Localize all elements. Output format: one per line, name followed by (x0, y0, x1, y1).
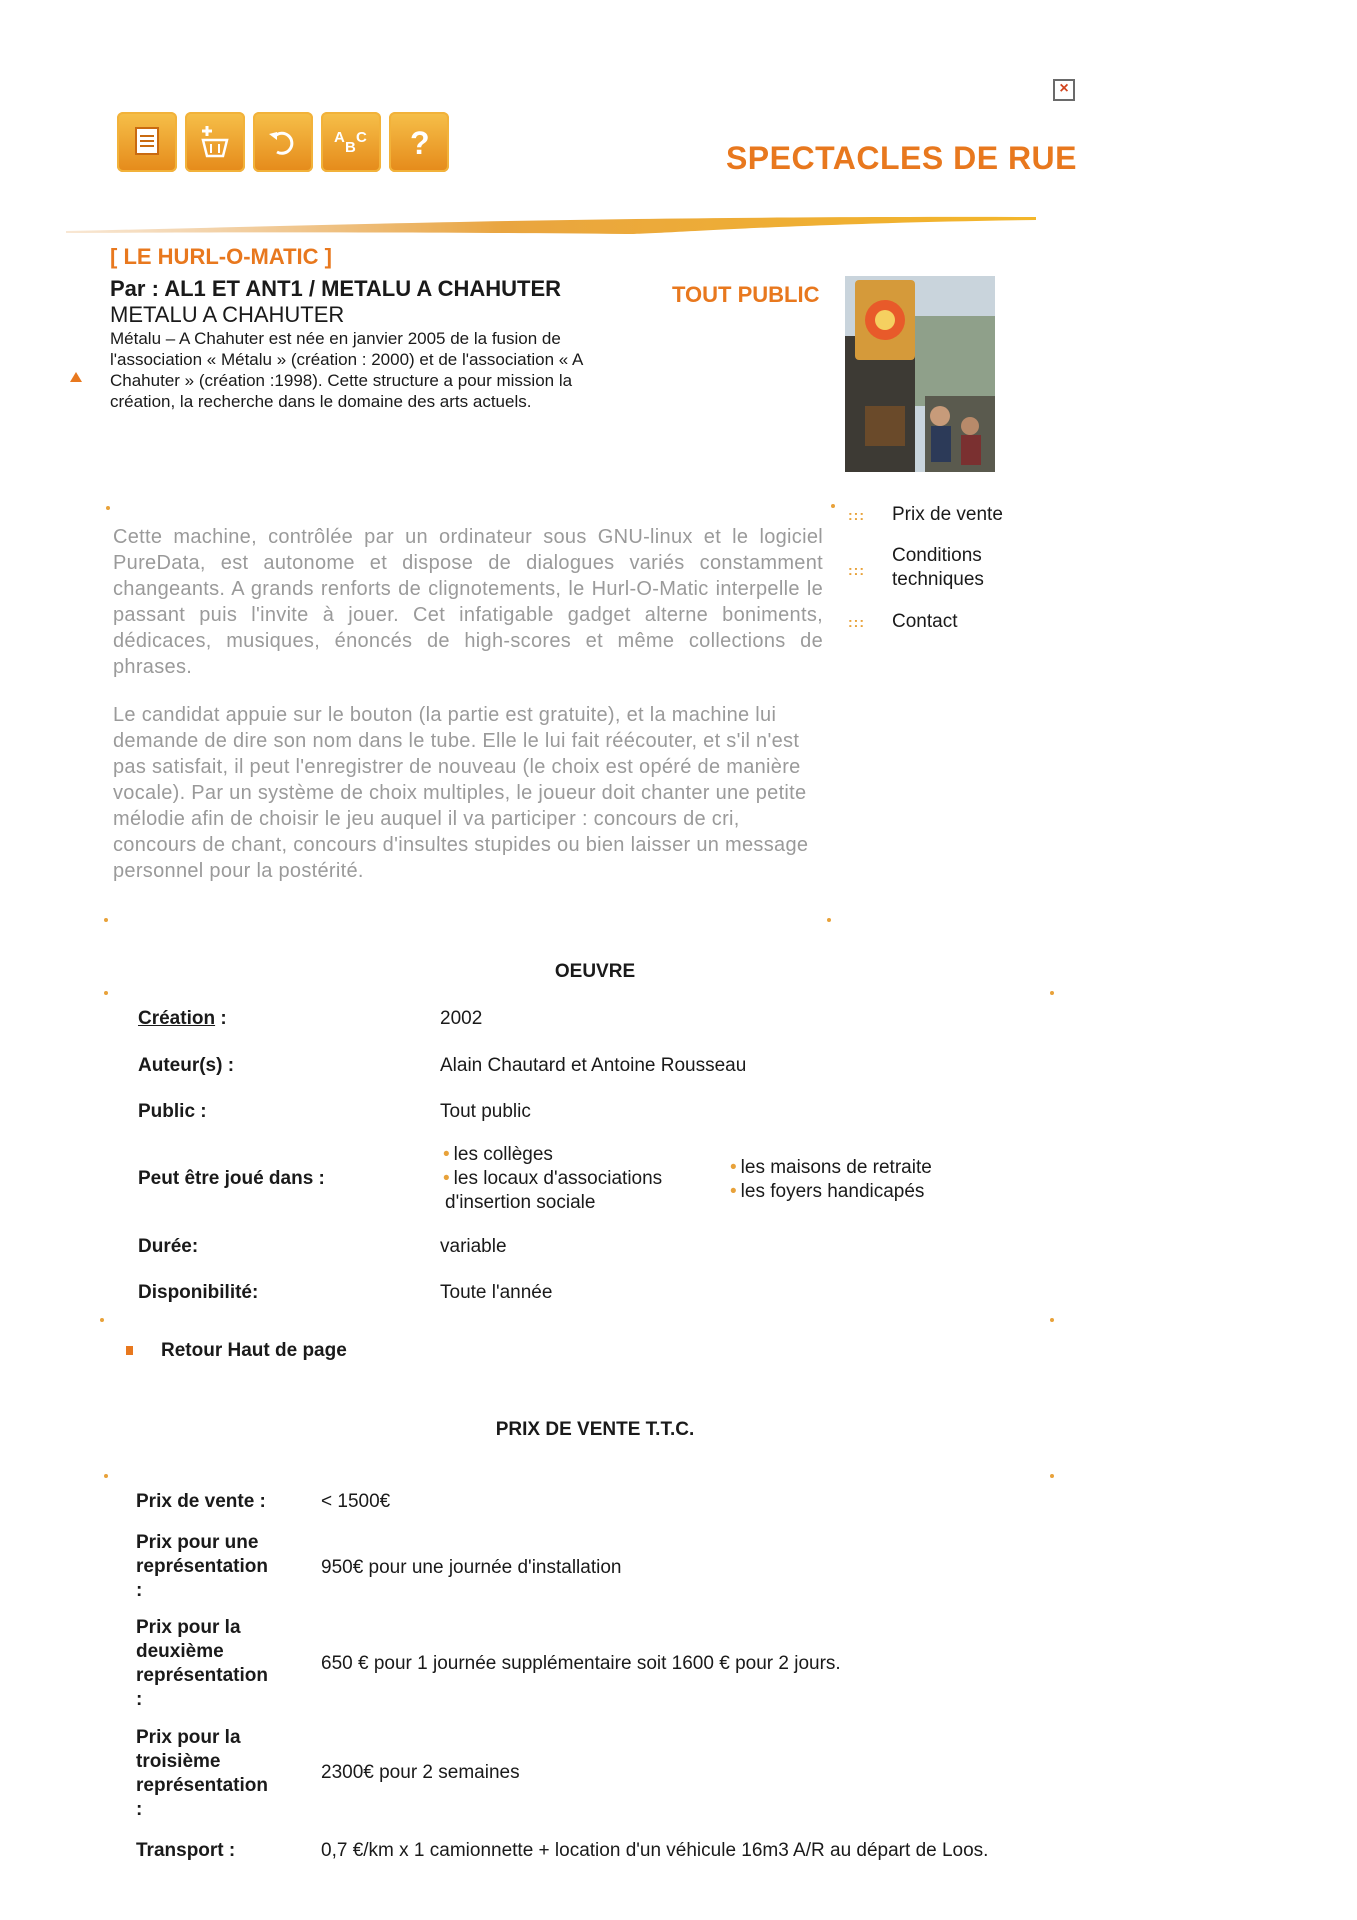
svg-text:C: C (356, 129, 367, 146)
corner-dot (1050, 1474, 1054, 1478)
square-bullet-icon (126, 1346, 133, 1355)
transport-label: Transport : (136, 1840, 236, 1861)
creation-label (138, 1007, 227, 1031)
show-title: [ LE HURL-O-MATIC ] (110, 244, 332, 269)
bullet-icon: • (443, 1144, 450, 1165)
menu-item-label-line2: techniques (892, 569, 984, 590)
svg-text:?: ? (410, 125, 430, 161)
help-icon (399, 122, 439, 162)
third-show-price-label: Prix pour la troisième représentation : (136, 1727, 268, 1820)
transport-value: 0,7 €/km x 1 camionnette + location d'un véhicule 16m3 A/R au départ de Loos. (321, 1840, 989, 1861)
close-button[interactable]: × (1053, 79, 1075, 101)
price-value: < 1500€ (321, 1491, 391, 1512)
third-show-price-value: 2300€ pour 2 semaines (321, 1762, 520, 1783)
duration-label: Durée: (138, 1236, 199, 1257)
public-label: Public : (138, 1101, 207, 1122)
document-icon (127, 122, 167, 162)
spellcheck-icon (331, 122, 371, 162)
venue-item-continuation: d'insertion sociale (445, 1192, 596, 1213)
menu-bullet-icon: ::: (848, 614, 865, 630)
pricing-heading: PRIX DE VENTE T.T.C. (495, 1419, 695, 1440)
second-show-price-value: 650 € pour 1 journée supplémentaire soit 1600 € pour 2 jours. (321, 1653, 841, 1674)
venue-item: • les locaux d'associations (443, 1168, 663, 1189)
price-label: Prix de vente : (136, 1491, 266, 1512)
availability-value: Toute l'année (440, 1282, 553, 1303)
triangle-marker-icon (70, 372, 82, 382)
venue-item: • les maisons de retraite (730, 1157, 932, 1178)
public-value: Tout public (440, 1101, 531, 1122)
first-show-price-value: 950€ pour une journée d'installation (321, 1557, 622, 1578)
audience-label: TOUT PUBLIC (672, 282, 820, 307)
header-divider-swoosh (66, 210, 1036, 240)
svg-text:A: A (334, 129, 345, 146)
spellcheck-button[interactable] (321, 112, 381, 172)
first-show-price-label: Prix pour une représentation : (136, 1532, 268, 1601)
authors-value: Alain Chautard et Antoine Rousseau (440, 1055, 747, 1076)
corner-dot (104, 918, 108, 922)
bullet-icon: • (730, 1157, 737, 1178)
description-paragraph-1: Cette machine, contrôlée par un ordinateur sous GNU-linux et le logiciel PureData, est autonome et dispose de dialogues variés constamment changeants. A grands renforts de clignotements, le Hurl-O-Matic interpelle le passant puis l'invite à jouer. Cet infatigable gadget alterne boniments, dédicaces, musiques, énoncés de high-scores et même collections de phrases. (113, 526, 823, 678)
corner-dot (104, 1474, 108, 1478)
authors-label: Auteur(s) : (138, 1055, 235, 1076)
show-photo (845, 276, 995, 472)
oeuvre-heading: OEUVRE (554, 961, 636, 982)
creation-colon: : (215, 1008, 227, 1029)
corner-dot (1050, 1318, 1054, 1322)
help-button[interactable] (389, 112, 449, 172)
artist-byline: Par : AL1 ET ANT1 / METALU A CHAHUTER (110, 276, 562, 301)
second-show-price-label: Prix pour la deuxième représentation : (136, 1617, 268, 1710)
menu-item-label: Prix de vente (892, 504, 1003, 525)
corner-dot (827, 918, 831, 922)
back-to-top-link[interactable]: Retour Haut de page (161, 1340, 347, 1361)
add-to-basket-button[interactable] (185, 112, 245, 172)
venue-item: • les collèges (443, 1144, 553, 1165)
menu-bullet-icon: ::: (848, 507, 865, 523)
corner-dot (831, 504, 835, 508)
bullet-icon: • (730, 1181, 737, 1202)
menu-item-label-line1: Conditions (892, 545, 982, 566)
menu-item-label: Contact (892, 611, 958, 632)
corner-dot (106, 506, 110, 510)
duration-value: variable (440, 1236, 507, 1257)
description-paragraph-2: Le candidat appuie sur le bouton (la partie est gratuite), et la machine lui demande de dire son nom dans le tube. Elle le lui fait réécouter, et s'il n'est pas satisfait, il peut l'enregistrer de nouveau (le choix est opéré de manière vocale). Par un système de choix multiples, le joueur doit chanter une petite mélodie afin de choisir le jeu auquel il va participer : concours de cri, concours de chant, concours d'insultes stupides ou bien laisser un message personnel pour la postérité. (113, 704, 809, 882)
venue-item: • les foyers handicapés (730, 1181, 925, 1202)
creation-link[interactable]: Création (138, 1008, 216, 1029)
corner-dot (104, 991, 108, 995)
bullet-icon: • (443, 1168, 450, 1189)
svg-text:B: B (345, 139, 356, 156)
availability-label: Disponibilité: (138, 1282, 259, 1303)
menu-bullet-icon: ::: (848, 562, 865, 578)
creation-value: 2002 (440, 1008, 483, 1029)
corner-dot (1050, 991, 1054, 995)
company-description: Métalu – A Chahuter est née en janvier 2005 de la fusion de l'association « Métalu » (création : 2000) et de l'association « A Chahuter » (création :1998). Cette structure a pour mission la création, la recherche dans le domaine des arts actuels. (110, 329, 583, 411)
venues-label: Peut être joué dans : (138, 1168, 325, 1189)
document-button[interactable] (117, 112, 177, 172)
basket-add-icon (195, 122, 235, 162)
section-title: SPECTACLES DE RUE (725, 140, 1077, 176)
back-arrow-icon (263, 122, 303, 162)
corner-dot (100, 1318, 104, 1322)
company-name: METALU A CHAHUTER (110, 302, 345, 327)
back-button[interactable] (253, 112, 313, 172)
